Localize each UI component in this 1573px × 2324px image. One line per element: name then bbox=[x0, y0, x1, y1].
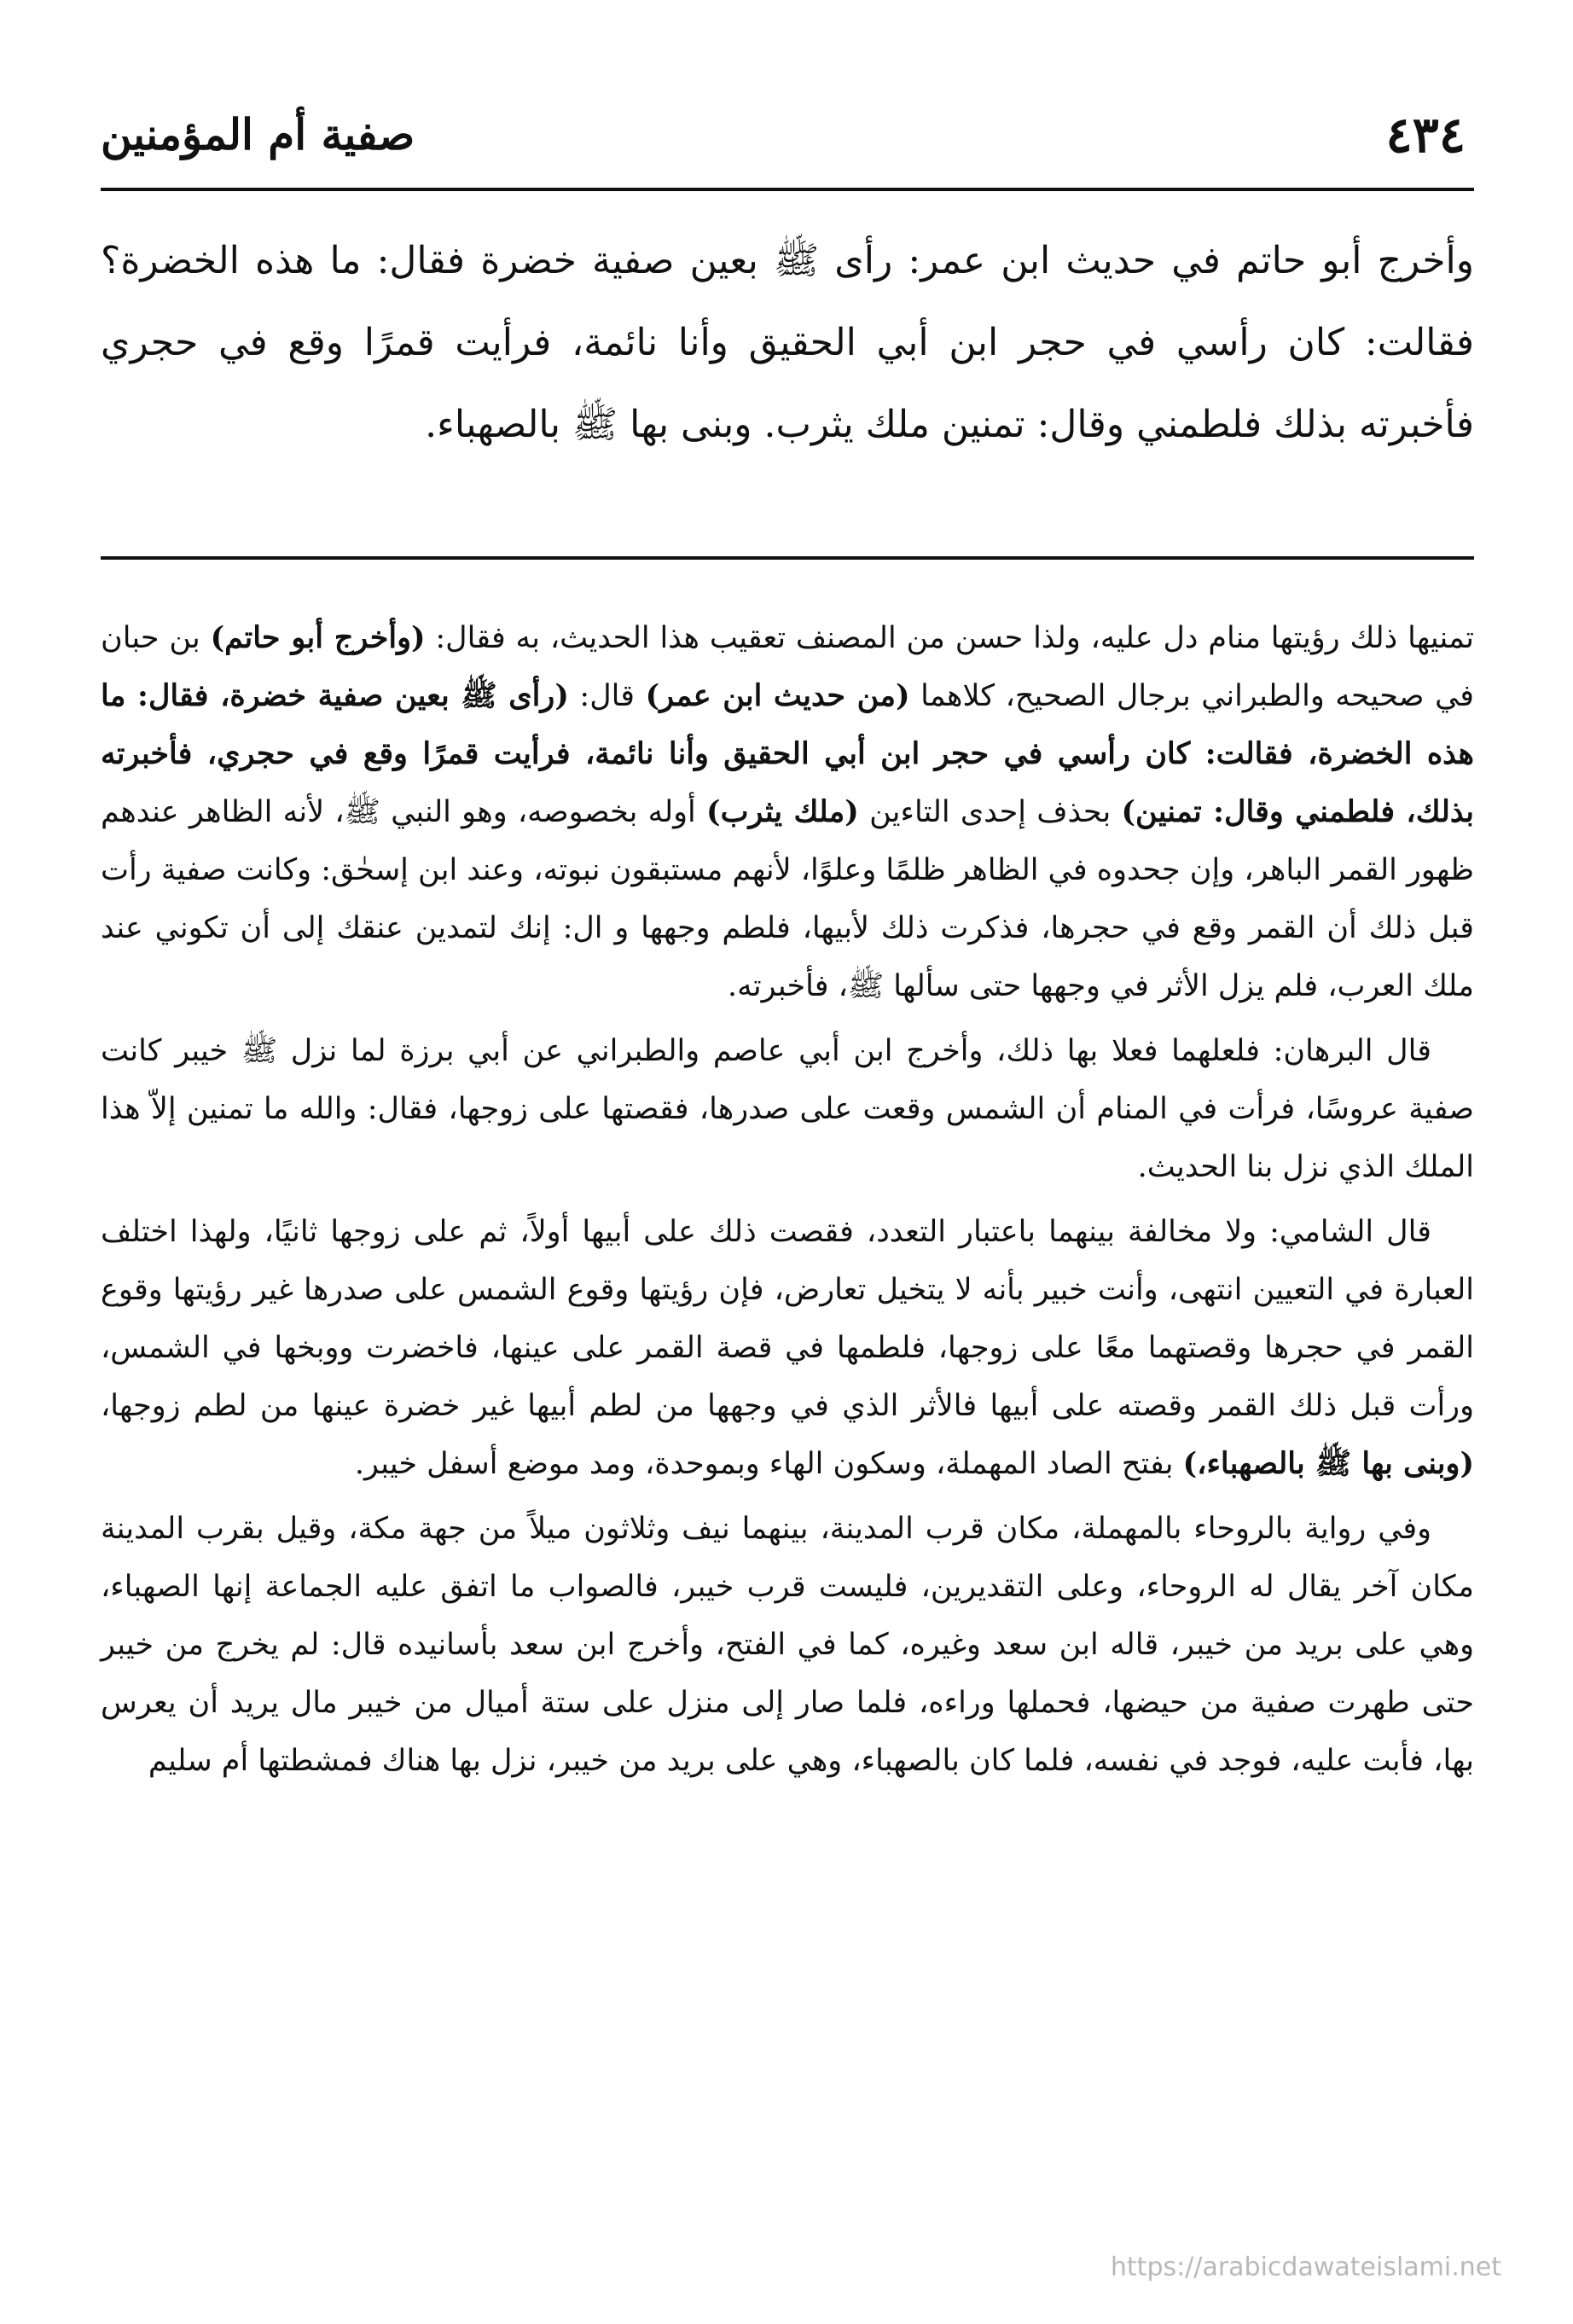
commentary-paragraph-4: وفي رواية بالروحاء بالمهملة، مكان قرب المدينة، بينهما نيف وثلاثون ميلاً من جهة مكة، وقيل بقرب المدينة مكان آخر يقال له الروحاء، وعلى التقديرين، فليست قرب خيبر، فالصواب ما اتفق عليه الجماعة إنها الصهباء، وهي على بريد من خيبر، قاله ابن سعد وغيره، كما في الفتح، وأخرج ابن سعد بأسانيده قال: لم يخرج من خيبر حتى طهرت صفية من حيضها، فحملها وراءه، فلما صار إلى منزل على ستة أميال من خيبر مال يريد أن يعرس بها، فأبت عليه، فوجد في نفسه، فلما كان بالصهباء، وهي على بريد من خيبر، نزل بها هناك فمشطتها أم سليم bbox=[101, 1512, 1474, 1778]
commentary-text: بفتح الصاد المهملة، وسكون الهاء وبموحدة، ومد موضع أسفل خيبر. bbox=[354, 1447, 1183, 1481]
quoted-main-text: (رأى ﷺ بعين صفية خضرة، فقال: ما هذه الخضرة، فقالت: كان رأسي في حجر ابن أبي الحقيق وأنا نائمة، فرأيت قمرًا وقع في حجري، فأخبرته بذلك، فلطمني وقال: تمنين) bbox=[101, 678, 1474, 829]
commentary-text: قال: bbox=[568, 679, 646, 713]
commentary-divider bbox=[101, 556, 1474, 560]
commentary-text: قال الشامي: ولا مخالفة بينهما باعتبار التعدد، فقصت ذلك على أبيها أولاً، ثم على زوجها ثانيًا، ولهذا اختلف العبارة في التعيين انتهى، وأنت خبير بأنه لا يتخيل تعارض، فإن رؤيتها وقوع الشمس على صدرها غير رؤيتها وقوع القمر في حجرها وقصتهما معًا على زوجها، فلطمها في قصة القمر على عينها، فاخضرت ووبخها في الشمس، ورأت قبل ذلك القمر وقصته على أبيها فالأثر الذي في وجهها من لطم أبيها غير خضرة عينها من لطم زوجها، bbox=[101, 1215, 1474, 1423]
commentary-paragraph-3 bbox=[101, 1203, 1474, 1493]
main-text-paragraph: وأخرج أبو حاتم في حديث ابن عمر: رأى ﷺ بعين صفية خضرة فقال: ما هذه الخضرة؟ فقالت: كان رأسي في حجر ابن أبي الحقيق وأنا نائمة، فرأيت قمرًا وقع في حجري فأخبرته بذلك فلطمني وقال: تمنين ملك يثرب. وبنى بها ﷺ بالصهباء. bbox=[101, 239, 1475, 446]
commentary-text: تمنيها ذلك رؤيتها منام دل عليه، ولذا حسن من المصنف تعقيب هذا الحديث، به فقال: bbox=[425, 621, 1474, 655]
commentary-paragraph-1 bbox=[101, 609, 1474, 1015]
commentary bbox=[101, 609, 1474, 1797]
commentary-text: بن حبان في صحيحه والطبراني برجال الصحيح، كلاهما bbox=[101, 621, 1474, 713]
running-title: صفية أم المؤمنين bbox=[101, 109, 415, 160]
quoted-main-text: (ملك يثرب) bbox=[706, 794, 859, 829]
quoted-main-text: (وأخرج أبو حاتم) bbox=[210, 620, 426, 655]
commentary-paragraph-2: قال البرهان: فلعلهما فعلا بها ذلك، وأخرج ابن أبي عاصم والطبراني عن أبي برزة لما نزل ﷺ خيبر كانت صفية عروسًا، فرأت في المنام أن الشمس وقعت على صدرها، فقصتها على زوجها، فقال: والله ما تمنين إلاّ هذا الملك الذي نزل بنا الحديث. bbox=[101, 1034, 1474, 1184]
main-text bbox=[101, 220, 1474, 466]
commentary-text: أوله بخصوصه، وهو النبي ﷺ، لأنه الظاهر عندهم ظهور القمر الباهر، وإن جحدوه في الظاهر ظلمًا وعلوًا، لأنهم مستبقون نبوته، وعند ابن إسحٰق: وكانت صفية رأت قبل ذلك أن القمر وقع في حجرها، فذكرت ذلك لأبيها، فلطم وجهها و ال: إنك لتمدين عنقك إلى أن تكوني عند ملك العرب، فلم يزل الأثر في وجهها حتى سألها ﷺ، فأخبرته. bbox=[101, 795, 1474, 1003]
watermark-url: https://arabicdawateislami.net bbox=[1110, 2252, 1501, 2282]
page-number: ٤٣٤ bbox=[1385, 106, 1466, 164]
header-divider bbox=[101, 188, 1474, 191]
page-header bbox=[101, 101, 1466, 169]
quoted-main-text: (وبنى بها ﷺ بالصهباء،) bbox=[1182, 1446, 1474, 1481]
commentary-text: بحذف إحدى التاءين bbox=[858, 795, 1122, 829]
quoted-main-text: (من حديث ابن عمر) bbox=[645, 678, 910, 713]
